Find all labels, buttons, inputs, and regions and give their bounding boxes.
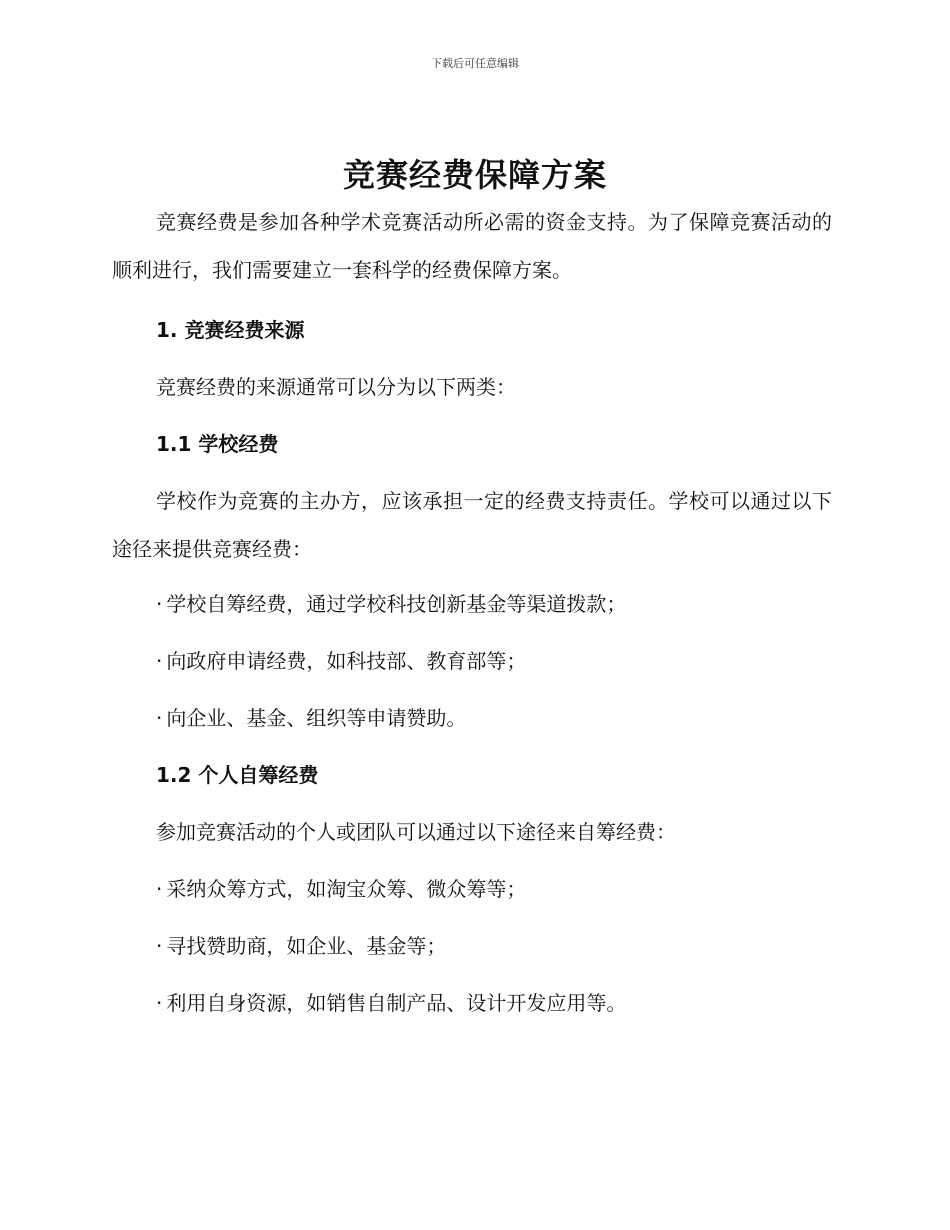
bullet-symbol: · <box>156 649 163 673</box>
section-1-2-bullet-1 <box>112 861 832 918</box>
document-title: 竞赛经费保障方案 <box>342 156 607 194</box>
section-1-heading: 1. 竞赛经费来源 <box>156 318 305 342</box>
bullet-text: 向企业、基金、组织等申请赞助。 <box>166 706 467 730</box>
section-1-1-bullet-2 <box>112 633 832 690</box>
bullet-text: 采纳众筹方式，如淘宝众筹、微众筹等； <box>166 877 527 901</box>
bullet-text: 寻找赞助商，如企业、基金等； <box>166 934 447 958</box>
bullet-symbol: · <box>156 877 163 901</box>
bullet-symbol: · <box>156 991 163 1015</box>
document-body <box>112 198 832 1032</box>
bullet-symbol: · <box>156 592 163 616</box>
section-1-2-lead: 参加竞赛活动的个人或团队可以通过以下途径来自筹经费： <box>156 820 676 844</box>
header-note: 下载后可任意编辑 <box>431 57 519 70</box>
section-1-1-bullet-3 <box>112 690 832 747</box>
intro-paragraph: 竞赛经费是参加各种学术竞赛活动所必需的资金支持。为了保障竞赛活动的顺利进行，我们需要建立一套科学的经费保障方案。 <box>112 210 832 282</box>
section-1-2-heading: 1.2 个人自筹经费 <box>156 763 319 787</box>
section-1-lead: 竞赛经费的来源通常可以分为以下两类： <box>156 375 516 399</box>
bullet-text: 学校自筹经费，通过学校科技创新基金等渠道拨款； <box>166 592 627 616</box>
section-1-1-heading: 1.1 学校经费 <box>156 432 279 456</box>
bullet-text: 向政府申请经费，如科技部、教育部等； <box>166 649 527 673</box>
section-1-2-bullet-2 <box>112 918 832 975</box>
bullet-symbol: · <box>156 706 163 730</box>
bullet-symbol: · <box>156 934 163 958</box>
section-1-2-bullet-3 <box>112 975 832 1032</box>
bullet-text: 利用自身资源，如销售自制产品、设计开发应用等。 <box>166 991 627 1015</box>
section-1-1-paragraph: 学校作为竞赛的主办方，应该承担一定的经费支持责任。学校可以通过以下途径来提供竞赛经费： <box>112 489 832 561</box>
section-1-1-bullet-1 <box>112 576 832 633</box>
